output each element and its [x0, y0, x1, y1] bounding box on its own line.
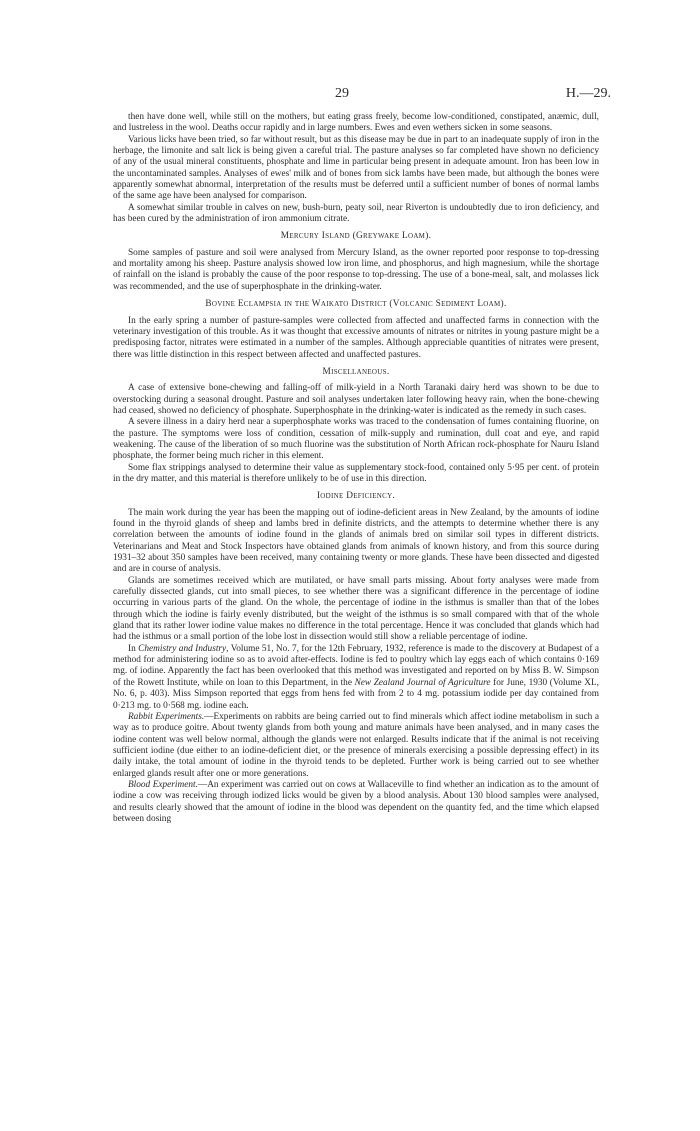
- text-run: A severe illness in a dairy herd near a superphosphate works was traced to the condensation of fumes containing fluorine, on the pasture. The symptoms were loss of condition, cessation of milk-supply and rumination, dull coat and eye, and rapid weakening. The cause of the liberation of so much fluorine was the substitution of North African rock-phosphate for Nauru Island phosphate, the former being much richer in this element.: [113, 417, 599, 462]
- document-reference: H.—29.: [565, 86, 611, 101]
- paragraph: [113, 644, 599, 712]
- text-run: Some flax strippings analysed to determine their value as supplementary stock-food, contained only 5·95 per cent. of protein in the dry matter, and this material is therefore unlikely to be of use in this direction.: [113, 462, 599, 484]
- text-run: —An experiment was carried out on cows at Wallaceville to find whether an indication as to the amount of iodine a cow was receiving through iodized licks would be given by a blood analysis. About 130 blood samples were analysed, and results clearly showed that the amount of iodine in the blood was dependent on the quantity fed, and the time which elapsed between dosing: [113, 779, 599, 824]
- italic-text: Chemistry and Industry: [138, 643, 227, 654]
- section-heading: Iodine Deficiency.: [316, 491, 396, 502]
- paragraph: [113, 508, 599, 576]
- section: [113, 367, 599, 485]
- paragraph: [113, 780, 599, 825]
- text-run: Various licks have been tried, so far without result, but as this disease may be due in part to an inadequate supply of iron in the herbage, the limonite and salt lick is being given a careful trial. The pasture analyses so far completed have shown no deficiency of any of the usual mineral constituents, phosphate and lime in particular being present in adequate amount. Iron has been low in the uncontaminated samples. Analyses of ewes' milk and of bones from sick lambs have been made, but although the bones were apparently somewhat abnormal, interpretation of the results must be deferred until a sufficient number of bones of normal lambs of the same age have been analysed for comparison.: [113, 134, 599, 202]
- paragraph: [113, 576, 599, 644]
- text-run: for June, 1930 (Volume XL, No. 6, p. 403). Miss Simpson reported that eggs from hens fed with from 2 to 4 mg. potassium iodide per day contained from 0·213 mg. to 0·568 mg. iodine each.: [113, 677, 599, 711]
- paragraph: [113, 463, 599, 486]
- paragraph: [113, 316, 599, 361]
- italic-text: Rabbit Experiments.: [128, 711, 205, 722]
- text-run: —Experiments on rabbits are being carried out to find minerals which affect iodine metabolism in such a way as to produce goitre. About twenty glands from both young and mature animals have been analysed, and in many cases the iodine content was well below normal, although the glands were not enlarged. Results indicate that if the animal is not receiving sufficient iodine (due either to an iodine-deficient diet, or the presence of minerals exercising a possible depressing effect) in its daily intake, the total amount of iodine in the thyroid tends to be depleted. Further work is being carried out to see whether enlarged glands result after one or more generations.: [113, 711, 599, 779]
- paragraph: [113, 383, 599, 417]
- text-run: then have done well, while still on the mothers, but eating grass freely, become low-conditioned, constipated, anæmic, dull, and lustreless in the wool. Deaths occur rapidly and in large numbers. Ewes and even wethers sicken in some seasons.: [113, 112, 599, 134]
- section: [113, 299, 599, 361]
- paragraph: [113, 135, 599, 203]
- section: [113, 112, 599, 225]
- section-heading: Mercury Island (Greywake Loam).: [280, 231, 432, 242]
- paragraph: [113, 712, 599, 780]
- paragraph: [113, 248, 599, 293]
- text-run: Some samples of pasture and soil were analysed from Mercury Island, as the owner reported poor response to top-dressing and mortality among his sheep. Pasture analysis showed low iron lime, and phosphorus, and high magnesium, while the shortage of rainfall on the island is probably the cause of the poor response to top-dressing. The use of a bone-meal, salt, and molasses lick was recommended, and the use of superphosphate in the drinking-water.: [113, 247, 599, 292]
- section: [113, 231, 599, 293]
- page-number: 29: [335, 86, 349, 101]
- section-heading: Bovine Eclampsia in the Waikato District (Volcanic Sediment Loam).: [205, 299, 507, 310]
- section-heading: Miscellaneous.: [322, 366, 390, 377]
- section: [113, 491, 599, 825]
- text-run: The main work during the year has been the mapping out of iodine-deficient areas in New Zealand, by the amounts of iodine found in the thyroid glands of sheep and lambs bred in definite districts, and the attempts to determine whether there is any correlation between the amounts of iodine found in the glands of animals bred on similar soil types in different districts. Veterinarians and Meat and Stock Inspectors have obtained glands from animals of known history, and from this source during 1931–32 about 350 samples have been received, many containing twenty or more glands. These have been dissected and digested and are in course of analysis.: [113, 507, 599, 575]
- text-run: A somewhat similar trouble in calves on new, bush-burn, peaty soil, near Riverton is undoubtedly due to iron deficiency, and has been cured by the administration of iron ammonium citrate.: [113, 202, 599, 225]
- text-run: Glands are sometimes received which are mutilated, or have small parts missing. About forty analyses were made from carefully dissected glands, cut into small pieces, to see whether there was a significant difference in the percentage of iodine occurring in various parts of the gland. On the whole, the percentage of iodine in the isthmus is smaller than that of the lobes through which the iodine is fairly evenly distributed, but the weight of the isthmus is so small compared with that of the whole gland that its rather lower iodine value makes no difference in the total percentage. Hence it was concluded that glands which had had the isthmus or a small portion of the lobe lost in dissection would still show a reliable percentage of iodine.: [113, 575, 599, 643]
- italic-text: Blood Experiment.: [128, 779, 198, 790]
- paragraph: [113, 203, 599, 226]
- text-run: In the early spring a number of pasture-samples were collected from affected and unaffected farms in connection with the veterinary investigation of this trouble. As it was thought that excessive amounts of nitrates or nitrites in young pasture might be a predisposing factor, nitrates were estimated in a number of the samples. Although appreciable quantities of nitrates were present, there was little distinction in this respect between affected and unaffected pastures.: [113, 315, 599, 360]
- text-run: A case of extensive bone-chewing and falling-off of milk-yield in a North Taranaki dairy herd was shown to be due to overstocking during a seasonal drought. Pasture and soil analyses undertaken later following heavy rain, when the bone-chewing had ceased, showed no deficiency of phosphate. Superphosphate in the drinking-water is indicated as the remedy in such cases.: [113, 383, 599, 416]
- italic-text: New Zealand Journal of Agriculture: [354, 677, 491, 688]
- paragraph: [113, 417, 599, 462]
- text-run: In: [128, 643, 139, 654]
- page-header: [0, 86, 700, 106]
- text-run: , Volume 51, No. 7, for the 12th February, 1932, reference is made to the discovery at Budapest of a method for administering iodine so as to avoid after-effects. Iodine is fed to poultry which lay eggs each of which contains 0·169 mg. of iodine. Apparently the fact has been overlooked that this method was investigated and reported on by Miss B. W. Simpson of the Rowett Institute, while on loan to this Department, in the: [113, 643, 599, 688]
- body-text: [113, 112, 599, 825]
- paragraph: [113, 112, 599, 135]
